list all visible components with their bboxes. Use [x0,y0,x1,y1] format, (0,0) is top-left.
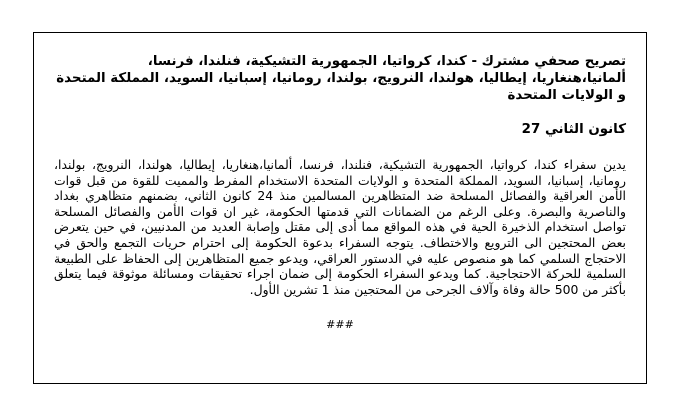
statement-date: كانون الثاني 27 [521,122,626,137]
end-mark: ### [326,318,354,332]
statement-frame [33,32,647,384]
statement-body: يدين سفراء كندا، كرواتيا، الجمهورية التشيكية، فنلندا، فرنسا، ألمانيا،هنغاريا، إيطاليا، هولندا، النرويج، بولندا، رومانيا، إسبانيا، السويد، المملكة المتحدة و الولايات المتحدة الاستخدام المفرط والمميت للقوة من قبل قوات الأمن العراقية والفصائل المسلحة ضد المتظاهرين المسالمين منذ 24 كانون الثاني، بضمنهم متظاهري بغداد والناصرية والبصرة. وعلى الرغم من الضمانات التي قدمتها الحكومة، غير ان قوات الأمن والفصائل المسلحة تواصل استخدام الذخيرة الحية في هذه المواقع مما أدى إلى مقتل وإصابة العديد من المدنيين، في حين يتعرض بعض المحتجين الى الترويع والاختطاف. يتوجه السفراء بدعوة الحكومة إلى احترام حريات التجمع والحق في الاحتجاج السلمي كما هو منصوص عليه في الدستور العراقي، ويدعو جميع المتظاهرين إلى الحفاظ على الطبيعة السلمية للحركة الاحتجاجية. كما ويدعو السفراء الحكومة إلى ضمان اجراء تحقيقات ومسائلة موثوقة فيما يتعلق بأكثر من 500 حالة وفاة وآلاف الجرحى من المحتجين منذ 1 تشرين الأول. [54,157,626,297]
statement-title: تصريح صحفي مشترك - كندا، كرواتيا، الجمهورية التشيكية، فنلندا، فرنسا، ألمانيا،هنغاريا، إيطاليا، هولندا، النرويج، بولندا، رومانيا، إسبانيا، السويد، المملكة المتحدة و الولايات المتحدة [56,54,626,103]
statement-content [54,53,626,332]
